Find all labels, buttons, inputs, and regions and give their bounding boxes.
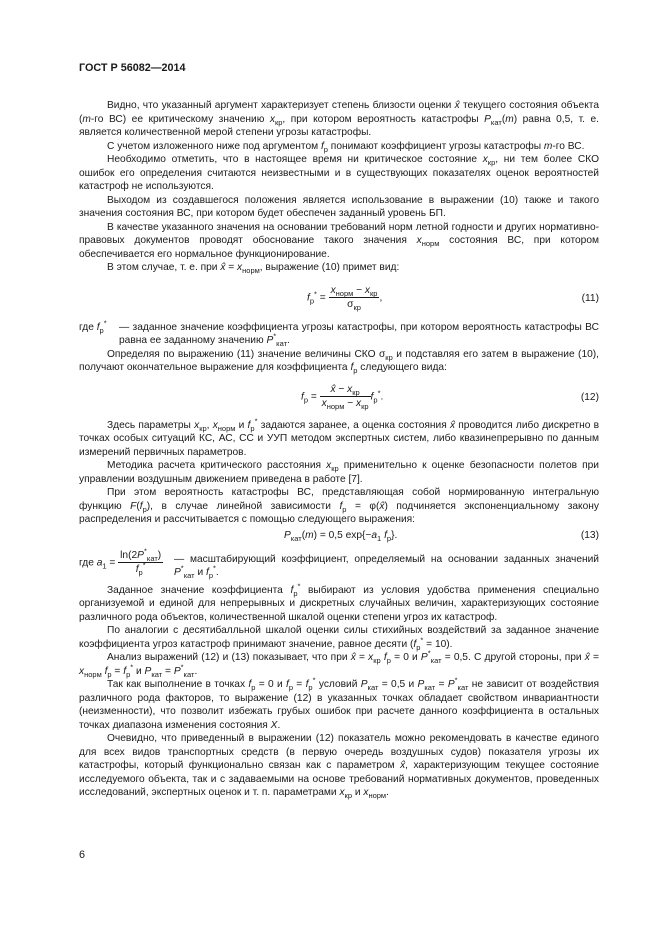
equation-number: (12) <box>580 391 599 403</box>
document-body <box>79 99 599 800</box>
page-number: 6 <box>79 849 86 861</box>
paragraph: При этом вероятность катастрофы ВС, представляющая собой нормированную интегральную функцию $F(f_p)$, в случае линейной зависимости $f_p$ = φ(x̂) подчиняется экспоненциальному закону распределения и рассчитывается с помощью следующего выражения: <box>79 487 599 525</box>
paragraph: Методика расчета критического расстояния $x_{кр}$ применительно к оценке безопасности полетов при управлении воздушным движением приведена в работе [7]. <box>79 460 599 485</box>
paragraph: В этом случае, т. е. при x̂ = $x_{норм}$, выражение (10) примет вид: <box>107 262 400 276</box>
paragraph: С учетом изложенного ниже под аргументом $f_p$ понимают коэффициент угрозы катастрофы m-го ВС. <box>107 140 585 154</box>
paragraph: Выходом из создавшегося положения является использование в выражении (10) также и такого значения состояния ВС, при котором будет обеспечен заданный уровень БП. <box>79 194 599 219</box>
equation-11: $f_p^*$ = $\frac{x_{норм} - x_{кр}}{\sigma_{кр}}$ , (11) <box>307 284 599 313</box>
paragraph: Так как выполнение в точках $f_p = 0$ и $f_p = f_p^*$ условий $P_{кат} = 0,5$ и $P_{кат} = P^*_{кат}$ не зависит от воздействия различного рода факторов, то выражение (12) в указанных точках обладает свойством инвариантности (неизменности), что позволит избежать грубых ошибок при расчете данного коэффициента в остальных точках диапазона изменения состояния X. <box>79 675 599 731</box>
where-block-a1: где $a_1$ = $\frac{\ln(2P^*_{кат})}{f_p^*}$ — масштабирующий коэффициент, определяемый на основании заданных значений $P^*_{кат}$ и $f_p^*$. <box>79 546 599 581</box>
standard-header: ГОСТ Р 56082—2014 <box>79 62 186 74</box>
paragraph: Необходимо отметить, что в настоящее время ни критическое состояние $x_{кр}$, ни тем более СКО ошибок его определения считаются неизвестными и в существующих показателях оценок вероятностей катастроф не используются. <box>79 154 599 192</box>
equation-number: (11) <box>581 292 599 304</box>
paragraph: Видно, что указанный аргумент характеризует степень близости оценки x̂ текущего состояния объекта (m-го ВС) ее критическому значению $x_{кр}$, при котором вероятность катастрофы $P_{кат}(m)$ равна 0,5, т. е. является количественной мерой степени угрозы катастрофы. <box>79 100 599 138</box>
paragraph: Здесь параметры $x_{кр}$, $x_{норм}$ и $f_p^*$ задаются заранее, а оценка состояния x̂ проводится либо дискретно в точках особых ситуаций КС, АС, СС и УУП методом экспертных систем, либо квазинепрерывно по данным измерений первичных параметров. <box>79 416 599 458</box>
paragraph: Анализ выражений (12) и (13) показывает, что при x̂ = $x_{кр}$ $f_p = 0$ и $P^*_{кат} = 0,5$. С другой стороны, при x̂ = $x_{норм}$ $f_p = f_p^*$ и $P_{кат} = P^*_{кат}$. <box>79 648 599 679</box>
paragraph: Заданное значение коэффициента $f_p^*$ выбирают из условия удобства применения специально организуемой и единой для непрерывных и дискретных случайных величин, характеризующих состояние различного рода объектов, количественной шкалой оценки степени угроз их катастроф. <box>79 581 599 623</box>
paragraph: В качестве указанного значения на основании требований норм летной годности и других нормативно-правовых документов проводят обоснование такого значения $x_{норм}$ состояния ВС, при котором обеспечивается его нормальное функционирование. <box>79 221 599 260</box>
equation-12: $f_p$ = $\frac{x̂ - x_{кр}}{x_{норм} - x_{кр}}$ $f_p^*$. (12) <box>301 383 599 412</box>
equation-number: (13) <box>580 529 599 541</box>
paragraph: По аналогии с десятибалльной шкалой оценки силы стихийных воздействий за заданное значение коэффициента угроз катастроф принимают значение, равное десяти $(f_p^* = 10)$. <box>79 625 599 652</box>
equation-13: $P_{кат}(m) = 0,5$ $\exp\{-a_1$ $f_p$}. (13) <box>284 529 599 543</box>
paragraph: Очевидно, что приведенный в выражении (12) показатель можно рекомендовать в качестве единого для всех видов транспортных средств (в первую очередь воздушных судов) показателя угрозы их катастрофы, который функционально связан как с параметром x̂, характеризующим текущее состояние исследуемого объекта, так и с задаваемыми на основе требований нормативных документов, проведенных исследований, экспертных оценок и т. п. параметрами $x_{кр}$ и $x_{норм}$. <box>79 733 599 801</box>
paragraph: Определяя по выражению (11) значение величины СКО $\sigma_{кр}$ и подставляя его затем в выражение (10), получают окончательное выражение для коэффициента $f_p$ следующего вида: <box>79 348 600 376</box>
where-block-fp: где $f_p^*$ — заданное значение коэффициента угрозы катастрофы, при котором вероятность катастрофы ВС равна ее заданному значению $P^*_{кат}$. <box>79 318 599 349</box>
